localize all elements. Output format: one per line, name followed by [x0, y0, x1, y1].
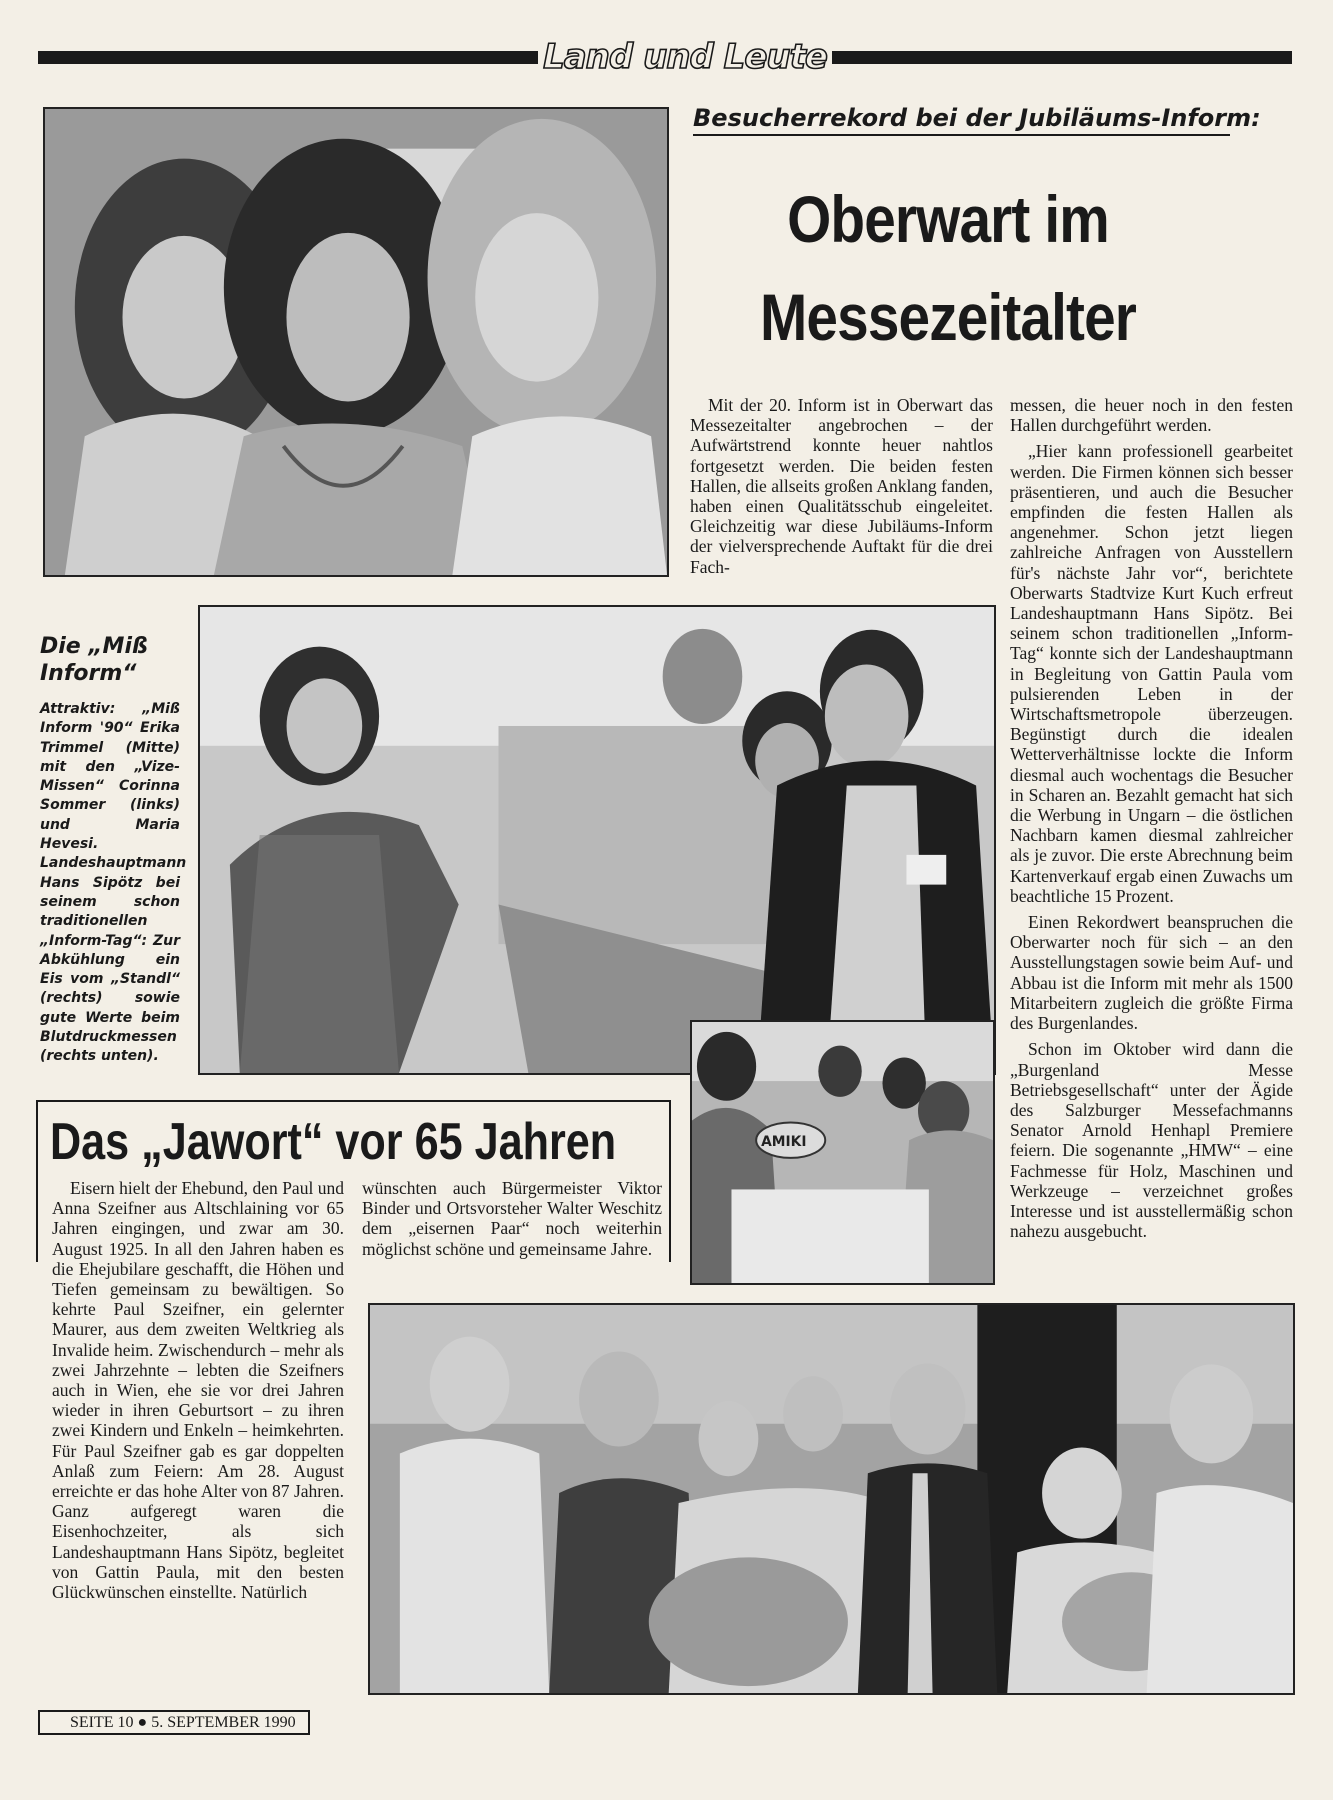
section-tag: Land und Leute — [543, 37, 827, 77]
caption-body: Attraktiv: „Miß Inform '90“ Erika Trimmel (Mitte) mit den „Vize-Missen“ Corinna Sommer (links) und Maria Hevesi. Landeshauptmann Hans Sipötz bei seinem schon traditionellen „Inform-Tag“: Zur Abkühlung ein Eis vom „Standl“ (rechts) sowie gute Werte beim Blutdruckmessen (rechts unten). — [40, 701, 187, 1065]
page-footer: SEITE 10 ● 5. SEPTEMBER 1990 — [38, 1710, 310, 1735]
photo-anniversary-group — [368, 1303, 1295, 1695]
article2-column-1: Eisern hielt der Ehebund, den Paul und Anna Szeifner aus Altschlaining vor 65 Jahren eingingen, und zwar am 30. August 1925. In all den Jahren haben es die Ehejubilare geschafft, die Höhen und Tiefen gemeinsam zu bewältigen. So kehrte Paul Szeifner, ein gelernter Maurer, aus dem zweiten Weltkrieg als Invalide heim. Zwischendurch – mehr als zwei Jahrzehnte – lebten die Szeifners auch in Wien, ehe sie vor drei Jahren wieder in ihren Geburtsort – zu ihren zwei Kindern und Enkeln – heimkehrten. Für Paul Szeifner gab es gar doppelten Anlaß zum Feiern: Am 28. August erreichte er das hohe Alter von 87 Jahren. Ganz aufgeregt waren die Eisenhochzeiter, als sich Landeshauptmann Hans Sipötz, begleitet von Gattin Paula, mit den besten Glückwünschen einstellte. Natürlich — [52, 1178, 344, 1603]
headline-line-2: Messezeitalter — [759, 280, 1137, 354]
photo-blood-pressure — [690, 1020, 995, 1285]
article2-column-2: wünschten auch Bürgermeister Viktor Binder und Ortsvorsteher Walter Weschitz dem „eisernen Paar“ noch weiterhin möglichst schöne und gemeinsame Jahre. — [362, 1178, 662, 1259]
article1-headline — [690, 170, 1206, 366]
section-rule-left — [38, 51, 538, 64]
headline-line-1: Oberwart im — [787, 182, 1109, 256]
article1-kicker: Besucherrekord bei der Jubiläums-Inform: — [693, 104, 1230, 136]
article2-headline: Das „Jawort“ vor 65 Jahren — [50, 1113, 617, 1171]
article1-column-2: messen, die heuer noch in den festen Hallen durchgeführt werden. „Hier kann professionell gearbeitet werden. Die Firmen können sich besser präsentieren, und auch die Besucher empfinden die festen Hallen als angenehmer. Schon jetzt liegen zahlreiche Anfragen von Ausstellern für's nächste Jahr vor“, berichtete Oberwarts Stadtvize Kurt Kuch erfreut Landeshauptmann Hans Sipötz. Bei seinem schon traditionellen „Inform-Tag“ konnte sich der Landeshauptmann in Begleitung von Gattin Paula vom pulsierenden Leben in der Wirtschaftsmetropole überzeugen. Begünstigt durch die idealen Wetterverhältnisse lockte die Inform diesmal auch wochentags die Besucher in Scharen an. Bezahlt gemacht hat sich die Werbung in Ungarn – die östlichen Nachbarn kamen diesmal zahlreicher als je zuvor. Die erste Abrechnung beim Kartenverkauf ergab einen Zuwachs um beachtliche 15 Prozent. Einen Rekordwert beanspruchen die Oberwarter noch für sich – an den Ausstellungstagen sowie beim Auf- und Abbau ist die Inform mit mehr als 1500 Mitarbeitern zugleich die größte Firma des Burgenlandes. Schon im Oktober wird dann die „Burgenland Messe Betriebsgesellschaft“ unter der Ägide des Salzburger Messefachmanns Senator Arnold Henhapl Premiere feiern. Die sogenannte „HMW“ – eine Fachmesse für Holz, Maschinen und Werkzeuge – verzeichnet großes Interesse und ist ausstellermäßig schon nahezu ausgebucht. — [1010, 395, 1293, 1242]
caption-title: Die „Miß Inform“ — [40, 634, 148, 686]
photo-miss-inform — [43, 107, 669, 577]
article1-column-1: Mit der 20. Inform ist in Oberwart das Messezeitalter angebrochen – der Aufwärtstrend konnte heuer nahtlos fortgesetzt werden. Die beiden festen Hallen, die allseits großen Anklang fanden, haben einen Qualitätsschub eingeleitet. Gleichzeitig war diese Jubiläums-Inform der vielversprechende Auftakt für die drei Fach- — [690, 395, 993, 577]
section-rule-right — [832, 51, 1292, 64]
photo-ice-cream-stand — [198, 605, 996, 1075]
photo3-sign-text: AMIKI — [761, 1134, 807, 1151]
